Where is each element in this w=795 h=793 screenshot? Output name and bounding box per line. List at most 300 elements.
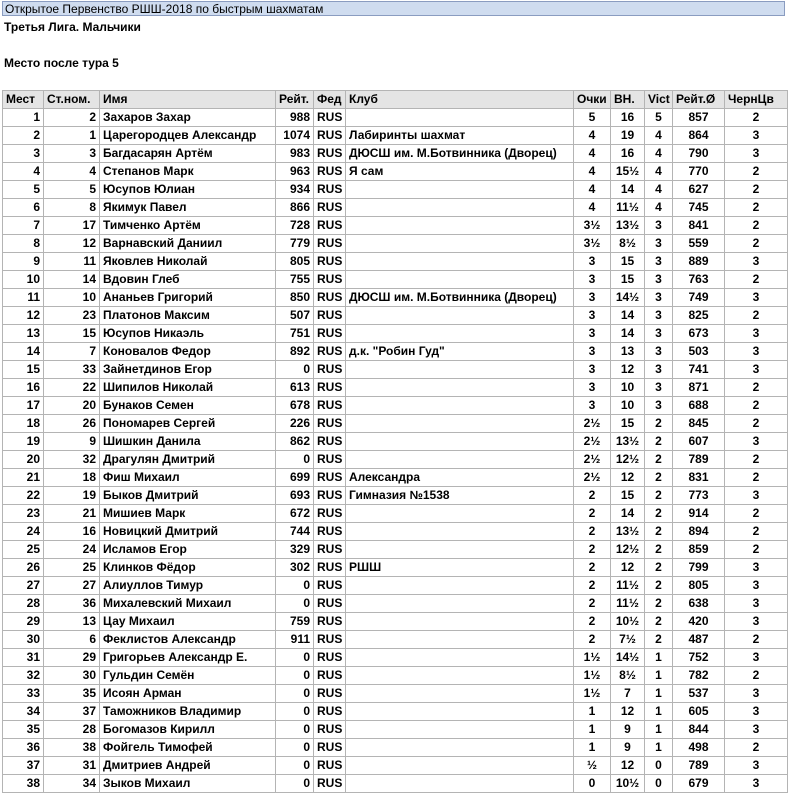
club-cell xyxy=(346,703,574,721)
player-name-cell: Якимук Павел xyxy=(100,199,276,217)
place-cell: 36 xyxy=(3,739,44,757)
buchholz-cell: 15 xyxy=(611,415,645,433)
points-cell: 1 xyxy=(574,703,611,721)
table-row xyxy=(3,667,788,685)
table-row xyxy=(3,433,788,451)
avg-rating-cell: 871 xyxy=(673,379,725,397)
buchholz-cell: 10½ xyxy=(611,613,645,631)
avg-rating-cell: 825 xyxy=(673,307,725,325)
table-row xyxy=(3,343,788,361)
buchholz-cell: 15 xyxy=(611,487,645,505)
blacks-count-cell: 2 xyxy=(725,667,788,685)
place-cell: 4 xyxy=(3,163,44,181)
blacks-count-cell: 2 xyxy=(725,181,788,199)
col-header-wins[interactable]: Vict xyxy=(645,91,673,109)
place-cell: 32 xyxy=(3,667,44,685)
points-cell: 3 xyxy=(574,289,611,307)
blacks-count-cell: 3 xyxy=(725,559,788,577)
buchholz-cell: 12½ xyxy=(611,541,645,559)
federation-cell: RUS xyxy=(314,451,346,469)
federation-cell: RUS xyxy=(314,667,346,685)
place-cell: 34 xyxy=(3,703,44,721)
start-no-cell: 21 xyxy=(44,505,100,523)
player-name-cell: Григорьев Александр Е. xyxy=(100,649,276,667)
place-cell: 23 xyxy=(3,505,44,523)
rating-cell: 934 xyxy=(276,181,314,199)
avg-rating-cell: 845 xyxy=(673,415,725,433)
blacks-count-cell: 2 xyxy=(725,631,788,649)
table-row xyxy=(3,523,788,541)
club-cell: ДЮСШ им. М.Ботвинника (Дворец) xyxy=(346,289,574,307)
rating-cell: 755 xyxy=(276,271,314,289)
club-cell xyxy=(346,649,574,667)
club-cell xyxy=(346,217,574,235)
player-name-cell: Фиш Михаил xyxy=(100,469,276,487)
place-cell: 38 xyxy=(3,775,44,793)
buchholz-cell: 15½ xyxy=(611,163,645,181)
player-name-cell: Мишиев Марк xyxy=(100,505,276,523)
blacks-count-cell: 2 xyxy=(725,739,788,757)
buchholz-cell: 14 xyxy=(611,505,645,523)
blacks-count-cell: 3 xyxy=(725,325,788,343)
blacks-count-cell: 3 xyxy=(725,253,788,271)
blacks-count-cell: 3 xyxy=(725,703,788,721)
club-cell xyxy=(346,361,574,379)
blacks-count-cell: 3 xyxy=(725,595,788,613)
player-name-cell: Новицкий Дмитрий xyxy=(100,523,276,541)
place-cell: 8 xyxy=(3,235,44,253)
points-cell: 2 xyxy=(574,487,611,505)
player-name-cell: Фойгель Тимофей xyxy=(100,739,276,757)
header-row xyxy=(3,91,788,109)
buchholz-cell: 19 xyxy=(611,127,645,145)
federation-cell: RUS xyxy=(314,577,346,595)
player-name-cell: Царегородцев Александр xyxy=(100,127,276,145)
buchholz-cell: 13½ xyxy=(611,523,645,541)
avg-rating-cell: 790 xyxy=(673,145,725,163)
start-no-cell: 8 xyxy=(44,199,100,217)
place-cell: 33 xyxy=(3,685,44,703)
place-cell: 15 xyxy=(3,361,44,379)
avg-rating-cell: 864 xyxy=(673,127,725,145)
place-cell: 29 xyxy=(3,613,44,631)
federation-cell: RUS xyxy=(314,523,346,541)
place-cell: 30 xyxy=(3,631,44,649)
player-name-cell: Зайнетдинов Егор xyxy=(100,361,276,379)
place-cell: 19 xyxy=(3,433,44,451)
table-row xyxy=(3,109,788,127)
club-cell xyxy=(346,109,574,127)
federation-cell: RUS xyxy=(314,685,346,703)
avg-rating-cell: 782 xyxy=(673,667,725,685)
start-no-cell: 3 xyxy=(44,145,100,163)
club-cell: РШШ xyxy=(346,559,574,577)
points-cell: 0 xyxy=(574,775,611,793)
player-name-cell: Феклистов Александр xyxy=(100,631,276,649)
league-subtitle: Третья Лига. Мальчики xyxy=(4,20,141,34)
avg-rating-cell: 831 xyxy=(673,469,725,487)
col-header-avg-rating[interactable]: Рейт.Ø xyxy=(673,91,725,109)
avg-rating-cell: 805 xyxy=(673,577,725,595)
table-row xyxy=(3,577,788,595)
wins-cell: 4 xyxy=(645,181,673,199)
points-cell: ½ xyxy=(574,757,611,775)
points-cell: 3 xyxy=(574,271,611,289)
federation-cell: RUS xyxy=(314,433,346,451)
start-no-cell: 25 xyxy=(44,559,100,577)
points-cell: 3½ xyxy=(574,235,611,253)
start-no-cell: 22 xyxy=(44,379,100,397)
federation-cell: RUS xyxy=(314,613,346,631)
avg-rating-cell: 789 xyxy=(673,757,725,775)
start-no-cell: 34 xyxy=(44,775,100,793)
rating-cell: 751 xyxy=(276,325,314,343)
club-cell xyxy=(346,541,574,559)
player-name-cell: Дмитриев Андрей xyxy=(100,757,276,775)
player-name-cell: Шипилов Николай xyxy=(100,379,276,397)
player-name-cell: Багдасарян Артём xyxy=(100,145,276,163)
start-no-cell: 19 xyxy=(44,487,100,505)
start-no-cell: 9 xyxy=(44,433,100,451)
col-header-bh[interactable]: ВН. xyxy=(611,91,645,109)
table-row xyxy=(3,703,788,721)
buchholz-cell: 10 xyxy=(611,379,645,397)
col-header-points[interactable]: Очки xyxy=(574,91,611,109)
player-name-cell: Исоян Арман xyxy=(100,685,276,703)
table-row xyxy=(3,325,788,343)
col-header-fed[interactable]: Фед xyxy=(314,91,346,109)
standings-table xyxy=(2,90,788,793)
table-row xyxy=(3,253,788,271)
rating-cell: 779 xyxy=(276,235,314,253)
place-cell: 10 xyxy=(3,271,44,289)
avg-rating-cell: 487 xyxy=(673,631,725,649)
place-cell: 31 xyxy=(3,649,44,667)
wins-cell: 3 xyxy=(645,289,673,307)
federation-cell: RUS xyxy=(314,541,346,559)
wins-cell: 3 xyxy=(645,217,673,235)
buchholz-cell: 13 xyxy=(611,343,645,361)
blacks-count-cell: 3 xyxy=(725,343,788,361)
federation-cell: RUS xyxy=(314,289,346,307)
place-cell: 18 xyxy=(3,415,44,433)
federation-cell: RUS xyxy=(314,361,346,379)
buchholz-cell: 12 xyxy=(611,469,645,487)
avg-rating-cell: 607 xyxy=(673,433,725,451)
avg-rating-cell: 420 xyxy=(673,613,725,631)
federation-cell: RUS xyxy=(314,703,346,721)
federation-cell: RUS xyxy=(314,631,346,649)
avg-rating-cell: 889 xyxy=(673,253,725,271)
points-cell: 2 xyxy=(574,505,611,523)
table-row xyxy=(3,541,788,559)
after-round-caption: Место после тура 5 xyxy=(4,56,119,70)
club-cell xyxy=(346,451,574,469)
table-row xyxy=(3,235,788,253)
start-no-cell: 23 xyxy=(44,307,100,325)
player-name-cell: Алиуллов Тимур xyxy=(100,577,276,595)
wins-cell: 2 xyxy=(645,469,673,487)
wins-cell: 3 xyxy=(645,271,673,289)
points-cell: 5 xyxy=(574,109,611,127)
club-cell xyxy=(346,685,574,703)
start-no-cell: 32 xyxy=(44,451,100,469)
table-row xyxy=(3,415,788,433)
blacks-count-cell: 3 xyxy=(725,775,788,793)
table-row xyxy=(3,595,788,613)
blacks-count-cell: 2 xyxy=(725,469,788,487)
club-cell xyxy=(346,739,574,757)
buchholz-cell: 16 xyxy=(611,109,645,127)
col-header-rating[interactable]: Рейт. xyxy=(276,91,314,109)
avg-rating-cell: 745 xyxy=(673,199,725,217)
place-cell: 14 xyxy=(3,343,44,361)
table-row xyxy=(3,451,788,469)
avg-rating-cell: 673 xyxy=(673,325,725,343)
rating-cell: 613 xyxy=(276,379,314,397)
avg-rating-cell: 605 xyxy=(673,703,725,721)
buchholz-cell: 14½ xyxy=(611,289,645,307)
wins-cell: 0 xyxy=(645,757,673,775)
wins-cell: 1 xyxy=(645,685,673,703)
points-cell: 4 xyxy=(574,163,611,181)
blacks-count-cell: 3 xyxy=(725,361,788,379)
avg-rating-cell: 537 xyxy=(673,685,725,703)
federation-cell: RUS xyxy=(314,487,346,505)
avg-rating-cell: 789 xyxy=(673,451,725,469)
club-cell xyxy=(346,379,574,397)
wins-cell: 2 xyxy=(645,613,673,631)
wins-cell: 4 xyxy=(645,127,673,145)
table-row xyxy=(3,163,788,181)
buchholz-cell: 7 xyxy=(611,685,645,703)
rating-cell: 0 xyxy=(276,703,314,721)
wins-cell: 4 xyxy=(645,163,673,181)
table-row xyxy=(3,199,788,217)
place-cell: 3 xyxy=(3,145,44,163)
avg-rating-cell: 498 xyxy=(673,739,725,757)
player-name-cell: Вдовин Глеб xyxy=(100,271,276,289)
avg-rating-cell: 752 xyxy=(673,649,725,667)
start-no-cell: 13 xyxy=(44,613,100,631)
start-no-cell: 10 xyxy=(44,289,100,307)
place-cell: 26 xyxy=(3,559,44,577)
federation-cell: RUS xyxy=(314,649,346,667)
wins-cell: 3 xyxy=(645,307,673,325)
wins-cell: 2 xyxy=(645,433,673,451)
points-cell: 2 xyxy=(574,559,611,577)
federation-cell: RUS xyxy=(314,235,346,253)
start-no-cell: 18 xyxy=(44,469,100,487)
blacks-count-cell: 3 xyxy=(725,127,788,145)
place-cell: 16 xyxy=(3,379,44,397)
rating-cell: 862 xyxy=(276,433,314,451)
buchholz-cell: 15 xyxy=(611,271,645,289)
points-cell: 2 xyxy=(574,631,611,649)
player-name-cell: Исламов Егор xyxy=(100,541,276,559)
table-row xyxy=(3,397,788,415)
points-cell: 3½ xyxy=(574,217,611,235)
avg-rating-cell: 773 xyxy=(673,487,725,505)
club-cell xyxy=(346,595,574,613)
col-header-name[interactable]: Имя xyxy=(100,91,276,109)
wins-cell: 1 xyxy=(645,703,673,721)
table-row xyxy=(3,181,788,199)
avg-rating-cell: 763 xyxy=(673,271,725,289)
blacks-count-cell: 2 xyxy=(725,451,788,469)
player-name-cell: Драгулян Дмитрий xyxy=(100,451,276,469)
rating-cell: 672 xyxy=(276,505,314,523)
rating-cell: 0 xyxy=(276,451,314,469)
wins-cell: 2 xyxy=(645,487,673,505)
table-row xyxy=(3,649,788,667)
avg-rating-cell: 914 xyxy=(673,505,725,523)
avg-rating-cell: 688 xyxy=(673,397,725,415)
table-row xyxy=(3,145,788,163)
wins-cell: 1 xyxy=(645,739,673,757)
start-no-cell: 20 xyxy=(44,397,100,415)
rating-cell: 0 xyxy=(276,361,314,379)
rating-cell: 507 xyxy=(276,307,314,325)
table-row xyxy=(3,217,788,235)
points-cell: 2 xyxy=(574,613,611,631)
rating-cell: 699 xyxy=(276,469,314,487)
blacks-count-cell: 3 xyxy=(725,145,788,163)
table-row xyxy=(3,739,788,757)
rating-cell: 329 xyxy=(276,541,314,559)
blacks-count-cell: 2 xyxy=(725,217,788,235)
table-row xyxy=(3,289,788,307)
rating-cell: 850 xyxy=(276,289,314,307)
club-cell xyxy=(346,721,574,739)
player-name-cell: Юсупов Никаэль xyxy=(100,325,276,343)
federation-cell: RUS xyxy=(314,307,346,325)
place-cell: 13 xyxy=(3,325,44,343)
rating-cell: 0 xyxy=(276,775,314,793)
start-no-cell: 16 xyxy=(44,523,100,541)
avg-rating-cell: 770 xyxy=(673,163,725,181)
buchholz-cell: 14 xyxy=(611,307,645,325)
rating-cell: 0 xyxy=(276,739,314,757)
buchholz-cell: 8½ xyxy=(611,235,645,253)
club-cell xyxy=(346,397,574,415)
wins-cell: 4 xyxy=(645,145,673,163)
col-header-start-no[interactable]: Ст.ном. xyxy=(44,91,100,109)
player-name-cell: Тимченко Артём xyxy=(100,217,276,235)
rating-cell: 0 xyxy=(276,577,314,595)
player-name-cell: Степанов Марк xyxy=(100,163,276,181)
player-name-cell: Таможников Владимир xyxy=(100,703,276,721)
table-row xyxy=(3,613,788,631)
buchholz-cell: 12 xyxy=(611,757,645,775)
wins-cell: 3 xyxy=(645,379,673,397)
points-cell: 3 xyxy=(574,379,611,397)
club-cell xyxy=(346,667,574,685)
points-cell: 2 xyxy=(574,523,611,541)
federation-cell: RUS xyxy=(314,505,346,523)
points-cell: 2½ xyxy=(574,469,611,487)
blacks-count-cell: 2 xyxy=(725,397,788,415)
federation-cell: RUS xyxy=(314,199,346,217)
wins-cell: 3 xyxy=(645,343,673,361)
player-name-cell: Быков Дмитрий xyxy=(100,487,276,505)
points-cell: 3 xyxy=(574,397,611,415)
player-name-cell: Клинков Фёдор xyxy=(100,559,276,577)
blacks-count-cell: 2 xyxy=(725,271,788,289)
place-cell: 7 xyxy=(3,217,44,235)
wins-cell: 1 xyxy=(645,667,673,685)
col-header-place[interactable]: Мест xyxy=(3,91,44,109)
points-cell: 1½ xyxy=(574,685,611,703)
col-header-club[interactable]: Клуб xyxy=(346,91,574,109)
start-no-cell: 29 xyxy=(44,649,100,667)
place-cell: 24 xyxy=(3,523,44,541)
club-cell xyxy=(346,631,574,649)
table-row xyxy=(3,361,788,379)
rating-cell: 744 xyxy=(276,523,314,541)
club-cell: Я сам xyxy=(346,163,574,181)
table-row xyxy=(3,559,788,577)
points-cell: 2½ xyxy=(574,451,611,469)
avg-rating-cell: 679 xyxy=(673,775,725,793)
player-name-cell: Захаров Захар xyxy=(100,109,276,127)
rating-cell: 0 xyxy=(276,685,314,703)
start-no-cell: 14 xyxy=(44,271,100,289)
col-header-blacks[interactable]: ЧернЦв xyxy=(725,91,788,109)
club-cell xyxy=(346,433,574,451)
club-cell xyxy=(346,325,574,343)
place-cell: 35 xyxy=(3,721,44,739)
buchholz-cell: 9 xyxy=(611,739,645,757)
buchholz-cell: 11½ xyxy=(611,577,645,595)
player-name-cell: Яковлев Николай xyxy=(100,253,276,271)
table-row xyxy=(3,685,788,703)
buchholz-cell: 13½ xyxy=(611,217,645,235)
buchholz-cell: 12 xyxy=(611,361,645,379)
buchholz-cell: 13½ xyxy=(611,433,645,451)
start-no-cell: 15 xyxy=(44,325,100,343)
wins-cell: 2 xyxy=(645,631,673,649)
avg-rating-cell: 799 xyxy=(673,559,725,577)
federation-cell: RUS xyxy=(314,109,346,127)
club-cell: Лабиринты шахмат xyxy=(346,127,574,145)
avg-rating-cell: 559 xyxy=(673,235,725,253)
wins-cell: 3 xyxy=(645,361,673,379)
blacks-count-cell: 3 xyxy=(725,757,788,775)
player-name-cell: Пономарев Сергей xyxy=(100,415,276,433)
buchholz-cell: 8½ xyxy=(611,667,645,685)
points-cell: 4 xyxy=(574,145,611,163)
wins-cell: 2 xyxy=(645,541,673,559)
avg-rating-cell: 627 xyxy=(673,181,725,199)
blacks-count-cell: 2 xyxy=(725,505,788,523)
table-row xyxy=(3,127,788,145)
points-cell: 4 xyxy=(574,199,611,217)
blacks-count-cell: 2 xyxy=(725,235,788,253)
tournament-title: Открытое Первенство РШШ-2018 по быстрым шахматам xyxy=(2,1,785,16)
federation-cell: RUS xyxy=(314,397,346,415)
blacks-count-cell: 2 xyxy=(725,199,788,217)
rating-cell: 693 xyxy=(276,487,314,505)
start-no-cell: 4 xyxy=(44,163,100,181)
federation-cell: RUS xyxy=(314,253,346,271)
table-row xyxy=(3,487,788,505)
table-row xyxy=(3,379,788,397)
points-cell: 1 xyxy=(574,721,611,739)
rating-cell: 678 xyxy=(276,397,314,415)
table-row xyxy=(3,775,788,793)
table-row xyxy=(3,307,788,325)
